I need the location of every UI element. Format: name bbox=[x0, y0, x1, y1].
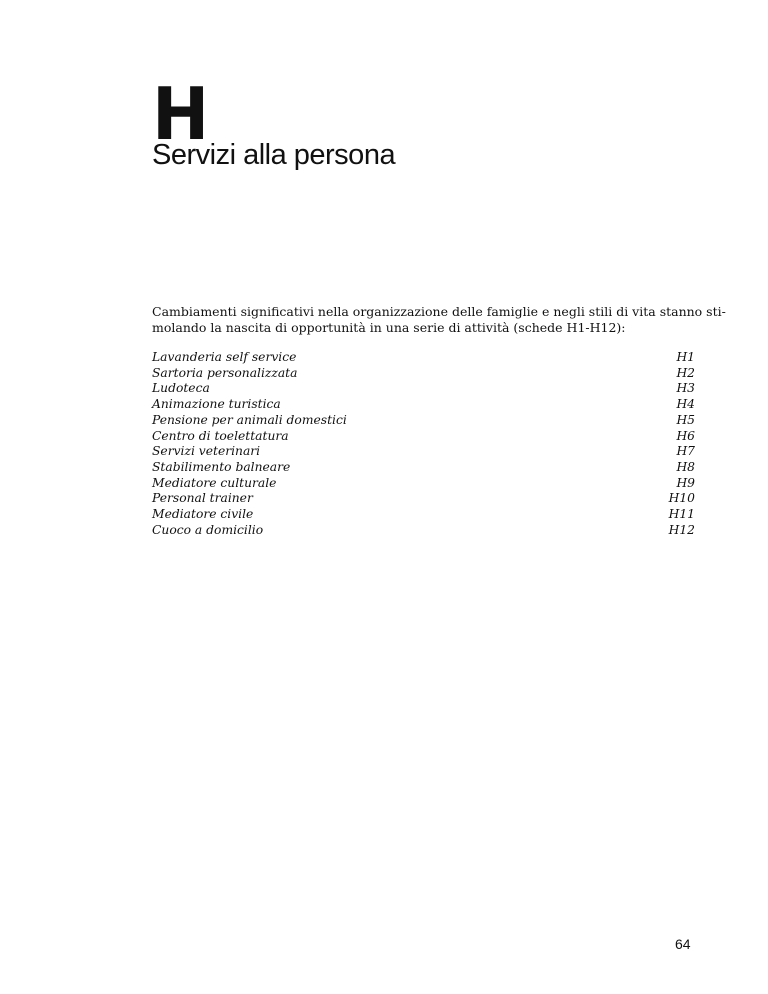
activity-code: H10 bbox=[668, 491, 695, 506]
activity-code: H5 bbox=[676, 412, 695, 427]
activity-code: H1 bbox=[676, 350, 695, 364]
activity-item bbox=[152, 444, 695, 460]
page-number: 64 bbox=[675, 936, 691, 952]
activity-name: Personal trainer bbox=[152, 491, 253, 506]
activity-code: H3 bbox=[676, 381, 695, 396]
activity-code: H7 bbox=[676, 444, 695, 459]
activity-item bbox=[152, 507, 695, 523]
activity-name: Servizi veterinari bbox=[152, 444, 261, 459]
activity-code: H2 bbox=[676, 365, 695, 380]
activity-item bbox=[152, 491, 695, 507]
activity-name: Ludoteca bbox=[152, 381, 210, 396]
intro-paragraph bbox=[152, 304, 726, 336]
activity-code: H4 bbox=[676, 397, 695, 412]
activity-code: H9 bbox=[676, 475, 695, 490]
activity-name: Sartoria personalizzata bbox=[152, 365, 298, 380]
activity-code: H8 bbox=[676, 459, 695, 474]
activity-item bbox=[152, 350, 695, 366]
activity-name: Pensione per animali domestici bbox=[152, 412, 347, 427]
activity-name: Mediatore culturale bbox=[152, 475, 277, 490]
activity-name: Cuoco a domicilio bbox=[152, 522, 264, 537]
activity-item bbox=[152, 381, 695, 397]
activity-name: Stabilimento balneare bbox=[152, 459, 291, 474]
activity-item bbox=[152, 523, 695, 539]
activity-item bbox=[152, 366, 695, 382]
intro-line: Cambiamenti significativi nella organizzazione delle famiglie e negli stili di vita stanno sti- bbox=[152, 304, 726, 319]
activity-name: Mediatore civile bbox=[152, 507, 254, 522]
activity-item bbox=[152, 413, 695, 429]
activity-name: Centro di toelettatura bbox=[152, 428, 289, 443]
activity-item bbox=[152, 460, 695, 476]
activity-item bbox=[152, 429, 695, 445]
activity-code: H11 bbox=[668, 507, 695, 522]
section-letter: H bbox=[152, 72, 208, 156]
activity-item bbox=[152, 397, 695, 413]
activity-name: Animazione turistica bbox=[152, 397, 281, 412]
activity-name: Lavanderia self service bbox=[152, 350, 297, 364]
activity-item bbox=[152, 476, 695, 492]
activity-list bbox=[152, 350, 695, 538]
intro-line: molando la nascita di opportunità in una serie di attività (schede H1-H12): bbox=[152, 320, 626, 335]
activity-code: H12 bbox=[668, 522, 695, 537]
activity-code: H6 bbox=[676, 428, 695, 443]
section-title: Servizi alla persona bbox=[152, 139, 396, 171]
